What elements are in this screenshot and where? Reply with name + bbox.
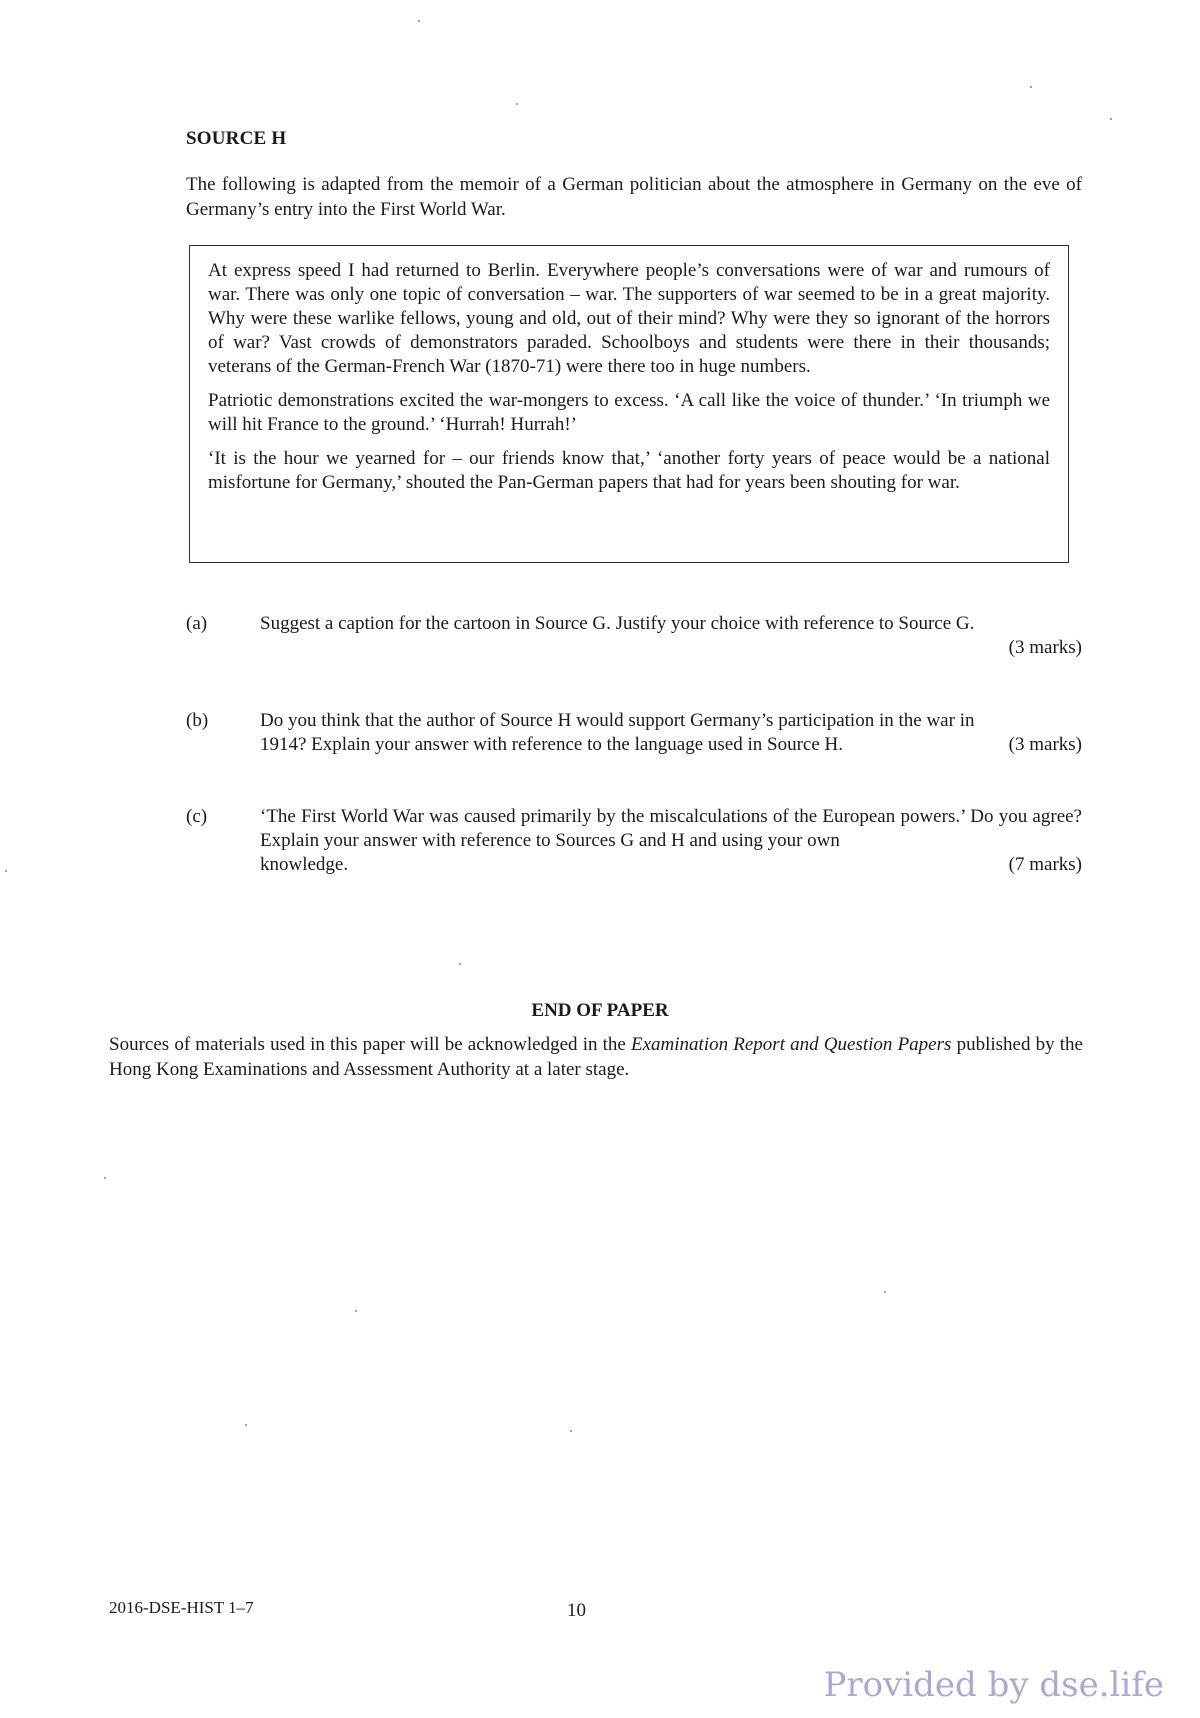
scan-speck (5, 870, 7, 872)
question-b-text-line2: 1914? Explain your answer with reference to the language used in Source H. (260, 734, 843, 755)
question-b-label: (b) (186, 710, 209, 731)
scan-speck (245, 1424, 247, 1426)
question-a-text: Suggest a caption for the cartoon in Source G. Justify your choice with reference to Source G. (260, 613, 975, 634)
question-a-marks: (3 marks) (1008, 637, 1082, 658)
scan-speck (355, 1310, 357, 1312)
question-c-text-last: knowledge. (260, 854, 349, 875)
question-c (186, 805, 1082, 877)
source-intro: The following is adapted from the memoir of a German politician about the atmosphere in Germany on the eve of Germany’s entry into the First World War. (186, 174, 1082, 220)
footer-paper-code: 2016-DSE-HIST 1–7 (109, 1598, 254, 1617)
page-number: 10 (567, 1600, 586, 1621)
end-of-paper-title: END OF PAPER (531, 1000, 669, 1021)
scan-speck (516, 103, 518, 105)
question-b-line2 (260, 733, 1082, 757)
quote-paragraph-2: Patriotic demonstrations excited the war-mongers to excess. ‘A call like the voice of thunder.’ ‘In triumph we will hit France to the ground.’ ‘Hurrah! Hurrah!’ (208, 390, 1050, 435)
question-c-label: (c) (186, 806, 208, 827)
ack-text-after: published by the Hong Kong Examinations and Assessment Authority at a later stage. (109, 1034, 1083, 1080)
scan-speck (1110, 118, 1112, 120)
quote-paragraph-1: At express speed I had returned to Berlin. Everywhere people’s conversations were of war and rumours of war. There was only one topic of conversation – war. The supporters of war seemed to be in a great majority. Why were these warlike fellows, young and old, out of their mind? Why were they so ignorant of the horrors of war? Vast crowds of demonstrators paraded. Schoolboys and students were there in their thousands; veterans of the German-French War (1870-71) were there too in huge numbers. (208, 260, 1050, 377)
source-quote-box (189, 245, 1069, 563)
scan-speck (884, 1291, 886, 1293)
question-a (186, 612, 1082, 660)
scan-speck (459, 963, 461, 965)
question-a-label: (a) (186, 613, 208, 634)
scan-speck (1030, 86, 1032, 88)
scan-speck (104, 1177, 106, 1179)
question-b-text-line1: Do you think that the author of Source H would support Germany’s participation in the war in (260, 710, 975, 731)
question-c-text: ‘The First World War was caused primarily by the miscalculations of the European powers.’ Do you agree? Explain your answer with reference to Sources G and H and using your own (260, 806, 1082, 851)
scan-speck (418, 20, 420, 22)
question-b-marks: (3 marks) (1008, 734, 1082, 755)
question-c-marks: (7 marks) (1008, 854, 1082, 875)
question-c-last-line (260, 853, 1082, 877)
source-heading: SOURCE H (186, 128, 287, 149)
ack-text-italic: Examination Report and Question Papers (631, 1034, 952, 1055)
question-b (186, 709, 1082, 757)
ack-text-before: Sources of materials used in this paper will be acknowledged in the (109, 1034, 632, 1055)
quote-paragraph-3: ‘It is the hour we yearned for – our friends know that,’ ‘another forty years of peace would be a national misfortune for Germany,’ shouted the Pan-German papers that had for years been shouting for war. (208, 448, 1050, 493)
scan-speck (570, 1430, 572, 1432)
acknowledgement-note (109, 1032, 1083, 1082)
watermark: Provided by dse.life (823, 1665, 1164, 1705)
